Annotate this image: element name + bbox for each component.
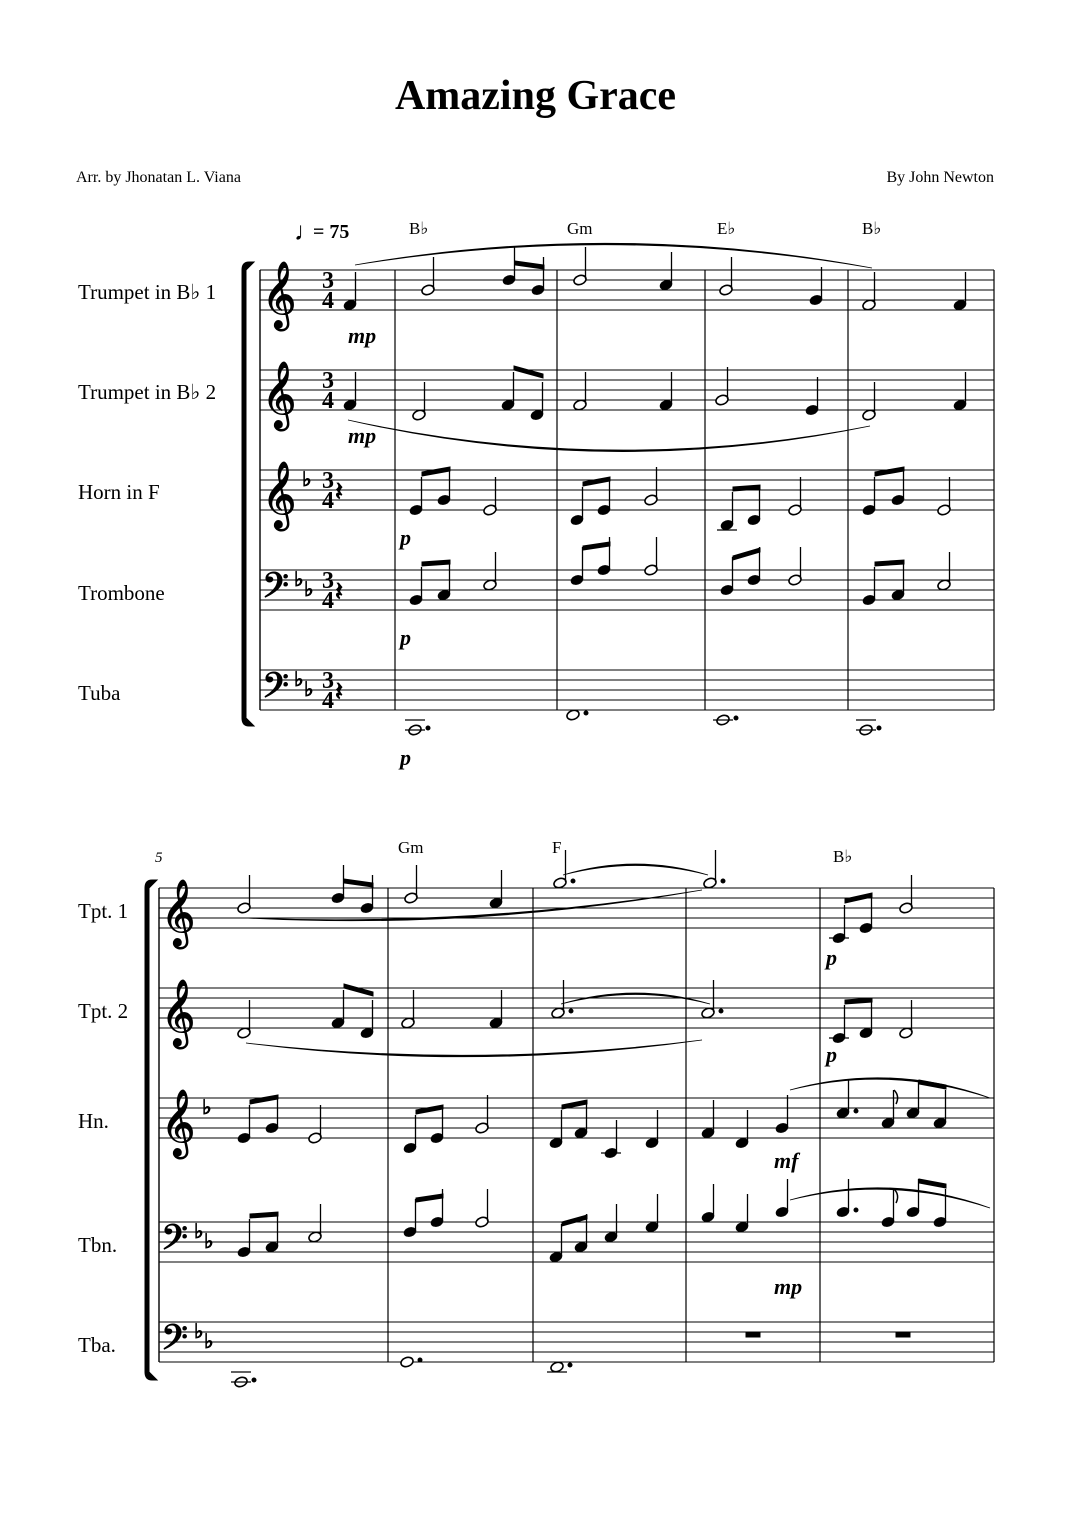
note-flag (894, 1090, 898, 1104)
chord-symbol: Gm (398, 838, 424, 857)
page-title: Amazing Grace (394, 73, 677, 119)
time-signature-top: 3 (322, 268, 334, 294)
note-beam (422, 467, 450, 476)
flat-accidental: ♭ (304, 679, 314, 701)
treble-clef: 𝄞 (161, 1090, 196, 1155)
note-beam (875, 560, 904, 566)
flat-accidental: ♭ (294, 569, 304, 591)
quarter-rest: 𝄽 (335, 677, 343, 706)
note-beam (875, 467, 904, 476)
instrument-name: Trombone (78, 581, 165, 605)
flat-accidental: ♭ (194, 1321, 204, 1343)
instrument-name: Tuba (78, 681, 121, 705)
augmentation-dot (418, 1358, 422, 1362)
augmentation-dot (719, 1009, 723, 1013)
system-bracket (242, 262, 254, 726)
note-beam (416, 1194, 443, 1202)
system-bracket (145, 880, 157, 1380)
tempo-marking: = 75 (313, 221, 350, 243)
time-signature-bottom: 4 (322, 388, 334, 414)
note-beam (344, 879, 373, 887)
composer-credit: By John Newton (886, 169, 994, 186)
chord-symbol: B♭ (409, 219, 429, 238)
augmentation-dot (854, 1109, 858, 1113)
augmentation-dot (568, 1363, 572, 1367)
dynamic-marking: p (400, 745, 411, 770)
note-beam (845, 893, 872, 903)
note-head (550, 1361, 565, 1374)
whole-rest (896, 1332, 910, 1337)
dynamic-marking: mf (774, 1148, 799, 1173)
instrument-short-name: Tpt. 2 (78, 999, 129, 1023)
chord-symbol: B♭ (833, 847, 853, 866)
augmentation-dot (721, 879, 725, 883)
dynamic-marking: p (400, 525, 411, 550)
flat-accidental: ♭ (204, 1331, 214, 1353)
augmentation-dot (734, 716, 738, 720)
instrument-name: Horn in F (78, 480, 160, 504)
measure-number: 5 (155, 850, 163, 866)
time-signature-top: 3 (322, 468, 334, 494)
note-beam (416, 1105, 443, 1114)
dynamic-marking: mp (348, 323, 377, 348)
note-beam (845, 998, 872, 1004)
dynamic-marking: p (400, 625, 411, 650)
note-beam (583, 477, 610, 486)
note-beam (514, 366, 543, 378)
treble-clef: 𝄞 (262, 362, 297, 427)
augmentation-dot (571, 879, 575, 883)
note-beam (422, 560, 450, 566)
bass-clef: 𝄢 (161, 1320, 189, 1366)
augmentation-dot (569, 1009, 573, 1013)
instrument-name: Trumpet in B♭ 1 (78, 280, 217, 304)
slur (348, 420, 870, 452)
time-signature-top: 3 (322, 568, 334, 594)
quarter-rest: 𝄽 (335, 577, 343, 606)
time-signature-top: 3 (322, 368, 334, 394)
slur (246, 890, 702, 921)
dynamic-marking: p (826, 1042, 837, 1067)
augmentation-dot (426, 726, 430, 730)
chord-symbol: B♭ (862, 219, 882, 238)
note-beam (562, 1215, 587, 1226)
dynamic-marking: mp (348, 423, 377, 448)
note-flag (894, 1189, 898, 1203)
time-signature-top: 3 (322, 668, 334, 694)
slur (246, 1040, 702, 1057)
flat-accidental: ♭ (304, 579, 314, 601)
time-signature-bottom: 4 (322, 288, 334, 314)
note-beam (919, 1179, 946, 1188)
instrument-short-name: Tba. (78, 1333, 116, 1357)
note-beam (250, 1212, 278, 1218)
dynamic-marking: p (826, 945, 837, 970)
dynamic-marking: mp (774, 1274, 803, 1299)
augmentation-dot (252, 1378, 256, 1382)
note-beam (344, 984, 373, 996)
instrument-short-name: Tpt. 1 (78, 899, 129, 923)
augmentation-dot (877, 726, 881, 730)
flat-accidental: ♭ (302, 469, 312, 491)
instrument-short-name: Hn. (78, 1109, 109, 1133)
bass-clef: 𝄢 (161, 1220, 189, 1266)
time-signature-bottom: 4 (322, 688, 334, 714)
slur (563, 864, 708, 875)
tempo-note-icon: ♩ (294, 217, 320, 246)
note-head (400, 1356, 415, 1369)
note-beam (515, 261, 544, 269)
note-beam (250, 1095, 278, 1104)
treble-clef: 𝄞 (161, 880, 196, 945)
chord-symbol: F (552, 838, 562, 857)
note-head (566, 709, 581, 722)
quarter-rest: 𝄽 (335, 477, 343, 506)
instrument-short-name: Tbn. (78, 1233, 118, 1257)
bass-clef: 𝄢 (262, 568, 290, 614)
chord-symbol: E♭ (717, 219, 736, 238)
flat-accidental: ♭ (202, 1097, 212, 1119)
bass-clef: 𝄢 (262, 668, 290, 714)
time-signatures (322, 268, 334, 714)
augmentation-dot (854, 1208, 858, 1212)
flat-accidental: ♭ (204, 1231, 214, 1253)
treble-clef: 𝄞 (262, 462, 297, 527)
flat-accidental: ♭ (294, 669, 304, 691)
note-beam (583, 542, 610, 550)
arranger-credit: Arr. by Jhonatan L. Viana (76, 169, 241, 186)
flat-accidental: ♭ (194, 1221, 204, 1243)
treble-clef: 𝄞 (262, 262, 297, 327)
time-signature-bottom: 4 (322, 488, 334, 514)
whole-rest (746, 1332, 760, 1337)
time-signature-bottom: 4 (322, 588, 334, 614)
augmentation-dot (584, 711, 588, 715)
chord-symbol: Gm (567, 219, 593, 238)
slur (355, 243, 872, 268)
instrument-name: Trumpet in B♭ 2 (78, 380, 217, 404)
note-beam (733, 548, 760, 560)
treble-clef: 𝄞 (161, 980, 196, 1045)
